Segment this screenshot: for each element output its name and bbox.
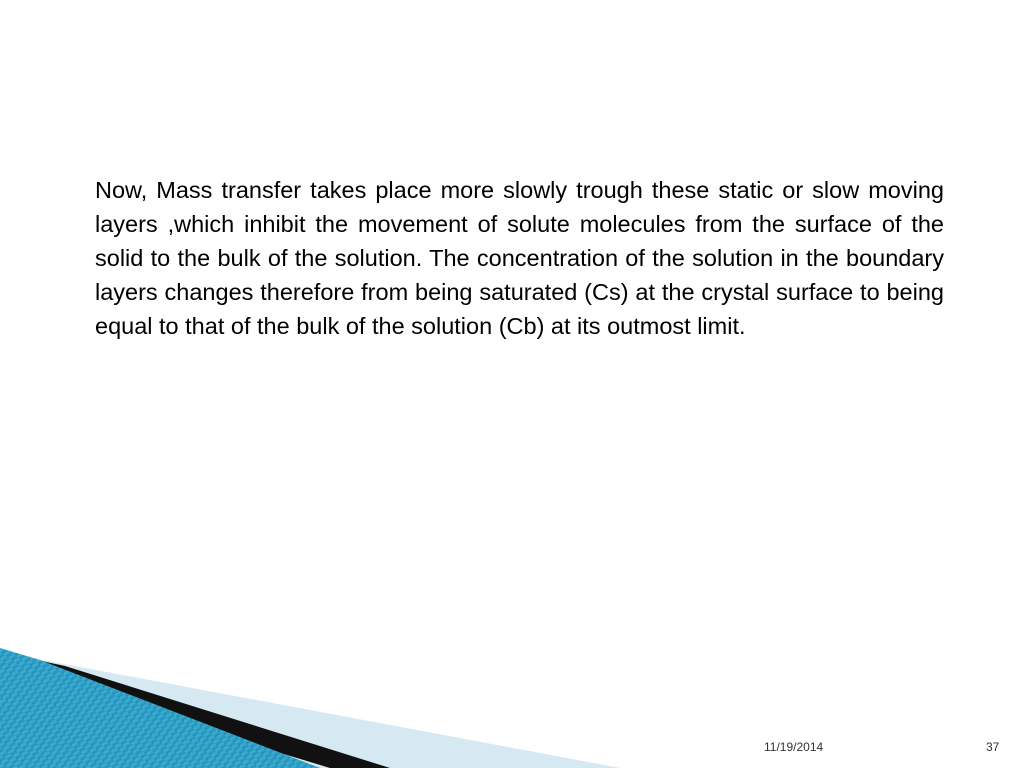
page-number: 37 (986, 740, 1000, 754)
body-paragraph: Now, Mass transfer takes place more slowly trough these static or slow moving layers ,which inhibit the movement of solute molecules from the surface of the solid to the bulk of the solution. The concentration of the solution in the boundary layers changes therefore from being saturated (Cs) at the crystal surface to being equal to that of the bulk of the solution (Cb) at its outmost limit. (95, 177, 944, 339)
footer-date: 11/19/2014 (764, 740, 824, 754)
